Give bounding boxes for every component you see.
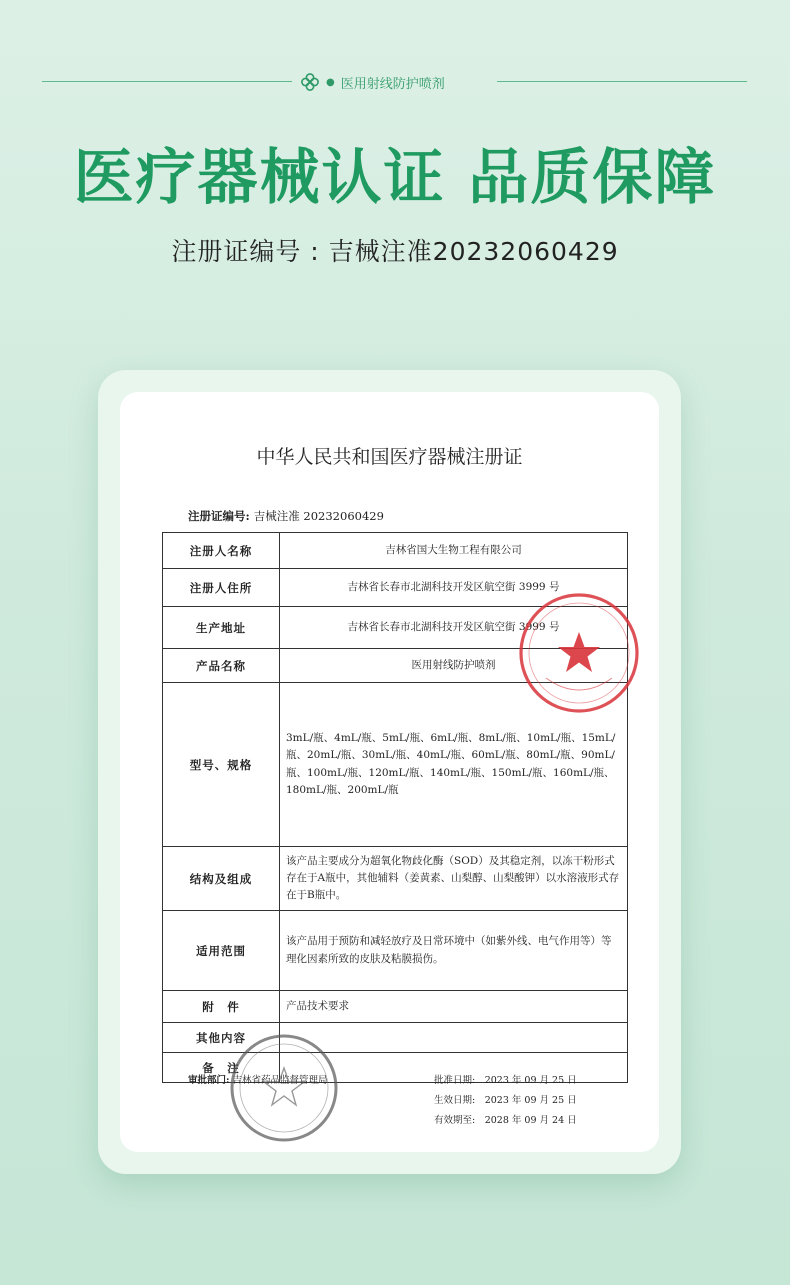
company-seal-icon (516, 590, 642, 716)
reg-label: 注册证编号: (188, 509, 250, 523)
certificate-reg-line (188, 508, 384, 524)
field-value: 吉林省国大生物工程有限公司 (280, 533, 628, 569)
field-value: 3mL/瓶、4mL/瓶、5mL/瓶、6mL/瓶、8mL/瓶、10mL/瓶、15mL/瓶、20mL/瓶、30mL/瓶、40mL/瓶、60mL/瓶、80mL/瓶、90mL/瓶、100mL/瓶、120mL/瓶、140mL/瓶、150mL/瓶、160mL/瓶、180mL/瓶、200mL/瓶 (280, 683, 628, 847)
effective-date: 生效日期: 2023 年 09 月 25 日 (434, 1095, 577, 1106)
field-label: 其他内容 (163, 1023, 280, 1053)
field-label: 适用范围 (163, 911, 280, 991)
field-label: 型号、规格 (163, 683, 280, 847)
reg-value: 吉械注准 20232060429 (253, 509, 384, 523)
expiry-date: 有效期至: 2028 年 09 月 24 日 (434, 1115, 577, 1126)
certificate-frame (98, 370, 681, 1174)
field-value: 吉林省长春市北湖科技开发区航空街 3999 号 (280, 569, 628, 607)
brand (300, 70, 490, 94)
field-value: 该产品主要成分为超氧化物歧化酶（SOD）及其稳定剂，以冻干粉形式存在于A瓶中，其他辅料（姜黄素、山梨醇、山梨酸钾）以水溶液形式存在于B瓶中。 (280, 847, 628, 911)
dates-block (434, 1072, 577, 1132)
table-row (163, 911, 628, 991)
table-row (163, 847, 628, 911)
table-row (163, 533, 628, 569)
field-value: 吉林省长春市北湖科技开发区航空街 3999 号 (280, 607, 628, 649)
certificate-document (120, 392, 659, 1152)
approve-date: 批准日期: 2023 年 09 月 25 日 (434, 1075, 577, 1086)
page-headline: 医疗器械认证 品质保障 (73, 143, 717, 213)
field-label: 备 注 (163, 1053, 280, 1083)
field-label: 注册人住所 (163, 569, 280, 607)
field-label: 结构及组成 (163, 847, 280, 911)
brand-label: 医用射线防护喷剂 (340, 76, 445, 92)
field-label: 注册人名称 (163, 533, 280, 569)
field-value: 医用射线防护喷剂 (280, 649, 628, 683)
approval-dept-label: 审批部门: (188, 1075, 230, 1086)
field-label: 附 件 (163, 991, 280, 1023)
table-row (163, 991, 628, 1023)
field-value: 产品技术要求 (280, 991, 628, 1023)
approval-dept-value: 吉林省药品监督管理局 (232, 1075, 328, 1086)
approval-seal-icon (228, 1032, 340, 1144)
field-value: 该产品用于预防和减轻放疗及日常环境中（如紫外线、电气作用等）等理化因素所致的皮肤及粘膜损伤。 (280, 911, 628, 991)
registration-number: 注册证编号 : 吉械注准20232060429 (171, 237, 619, 266)
bullet-dot-icon: ● (326, 76, 335, 88)
field-label: 生产地址 (163, 607, 280, 649)
field-label: 产品名称 (163, 649, 280, 683)
divider-right (497, 81, 747, 82)
clover-logo-icon (300, 72, 320, 92)
certificate-title: 中华人民共和国医疗器械注册证 (256, 446, 523, 468)
divider-left (42, 81, 292, 82)
